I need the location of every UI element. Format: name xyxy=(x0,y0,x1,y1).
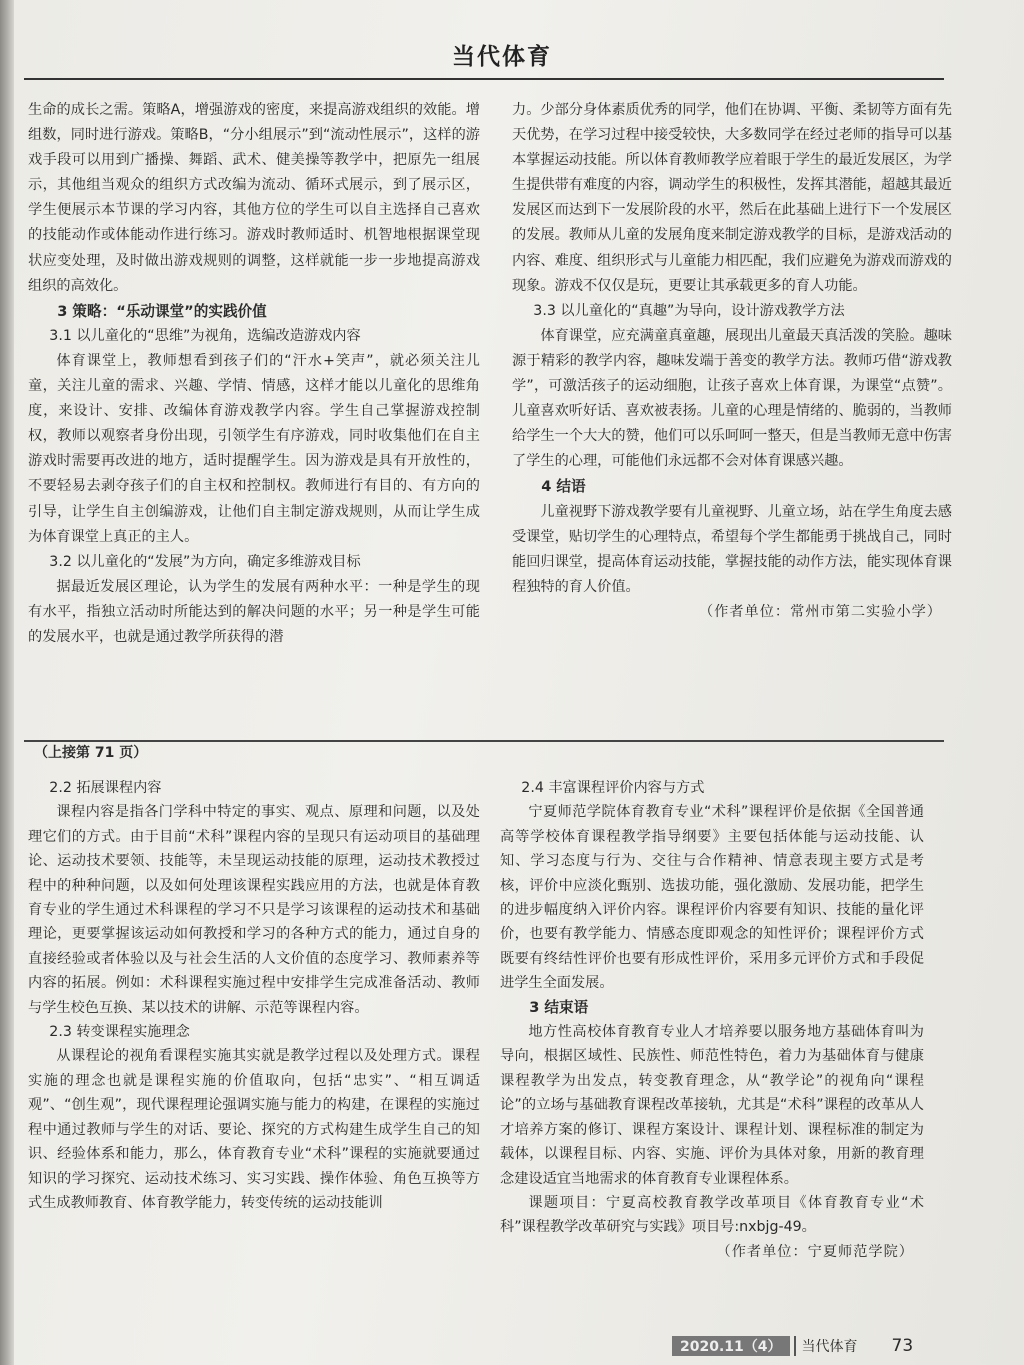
subsection-heading: 3.1 以儿童化的“思维”为视角，选编改造游戏内容 xyxy=(49,327,361,344)
bottom-left-column xyxy=(28,776,480,1215)
bottom-right-column xyxy=(500,776,924,1264)
paragraph: 地方性高校体育教育专业人才培养要以服务地方基础体育叫为导向，根据区域性、民族性、师范性特色，着力为基础体育与健康课程教学为出发点，转变教育理念，从“教学论”的视角向“课程论”的立场与基础教育课程改革接轨，尤其是“术科”课程的改革从人才培养方案的修订、课程方案设计、课程计划、课程标准的制定为载体，以课程目标、内容、实施、评价为具体对象，用新的教育理念建设适宜当地需求的体育教育专业课程体系。 xyxy=(500,1024,924,1187)
project-note: 课题项目：宁夏高校教育教学改革项目《体育教育专业“术科”课程教学改革研究与实践》项目号:nxbjg-49。 xyxy=(500,1194,924,1236)
paragraph: 据最近发展区理论，认为学生的发展有两种水平：一种是学生的现有水平，指独立活动时所能达到的解决问题的水平；另一种是学生可能的发展水平，也就是通过教学所获得的潜 xyxy=(28,578,480,645)
section-divider xyxy=(24,740,944,742)
author-affiliation: （作者单位：宁夏师范学院） xyxy=(716,1243,914,1260)
paragraph: 从课程论的视角看课程实施其实就是教学过程以及处理方式。课程实施的理念也就是课程实施的价值取向，包括“忠实”、“相互调适观”、“创生观”，现代课程理论强调实施与能力的构建，在课程的实施过程中通过教师与学生的对话、要论、探究的方式构建生成学生自己的知识、经验体系和能力，那么，体育教育专业“术科”课程的实施就要通过知识的学习探究、运动技术练习、实习实践、操作体验、角色互换等方式生成教师教育、体育教学能力，转变传统的运动技能训 xyxy=(28,1048,480,1211)
paragraph: 生命的成长之需。策略A，增强游戏的密度，来提高游戏组织的效能。增组数，同时进行游戏。策略B，“分小组展示”到“流动性展示”，这样的游戏手段可以用到广播操、舞蹈、武术、健美操等教学中，把原先一组展示，其他组当观众的组织方式改编为流动、循环式展示，到了展示区，学生便展示本节课的学习内容，其他方位的学生可以自主选择自己喜欢的技能动作或体能动作进行练习。游戏时教师适时、机智地根据课堂现状应变处理，及时做出游戏规则的调整，这样就能一步一步地提高游戏组织的高效化。 xyxy=(28,102,480,294)
section-heading: 3 策略：“乐动课堂”的实践价值 xyxy=(57,302,267,320)
paragraph: 力。少部分身体素质优秀的同学，他们在协调、平衡、柔韧等方面有先天优势，在学习过程中接受较快，大多数同学在经过老师的指导可以基本掌握运动技能。所以体育教师教学应着眼于学生的最近发展区，为学生提供带有难度的内容，调动学生的积极性，发挥其潜能，超越其最近发展区而达到下一发展阶段的水平，然后在此基础上进行下一个发展区的发展。教师从儿童的发展角度来制定游戏教学的目标，是游戏活动的内容、难度、组织形式与儿童能力相匹配，我们应避免为游戏而游戏的现象。游戏不仅仅是玩，更要让其承载更多的育人功能。 xyxy=(512,102,952,294)
subsection-heading: 3.3 以儿童化的“真趣”为导向，设计游戏教学方法 xyxy=(533,302,845,319)
page-footer xyxy=(672,1336,913,1360)
paragraph: 课程内容是指各门学科中特定的事实、观点、原理和问题，以及处理它们的方式。由于目前“术科”课程内容的呈现只有运动项目的基础理论、运动技术要领、技能等，未呈现运动技能的原理，运动技术教授过程中的种种问题，以及如何处理该课程实践应用的方法，也就是体育教育专业的学生通过术科课程的学习不只是学习该课程的运动技术和基础理论，更要掌握该运动如何教授和学习的各种方式的能力，通过自身的直接经验或者体验以及与社会生活的人文价值的态度学习、教师素养等内容的拓展。例如：术科课程实施过程中安排学生完成准备活动、教师与学生校色互换、某以技术的讲解、示范等课程内容。 xyxy=(28,804,480,1016)
issue-number: 2020.11（4） xyxy=(672,1336,790,1356)
paragraph: 体育课堂上，教师想看到孩子们的“汗水+笑声”，就必须关注儿童，关注儿童的需求、兴趣、学情、情感，这样才能以儿童化的思维角度，来设计、安排、改编体育游戏教学内容。学生自己掌握游戏控制权，教师以观察者身份出现，引领学生有序游戏，同时收集他们在自主游戏时需要再改进的地方，适时提醒学生。因为游戏是具有开放性的，不要轻易去剥夺孩子们的自主权和控制权。教师进行有目的、有方向的引导，让学生自主创编游戏，让他们自主制定游戏规则，从而让学生成为体育课堂上真正的主人。 xyxy=(28,352,480,545)
header-rule xyxy=(24,78,944,80)
subsection-heading: 2.2 拓展课程内容 xyxy=(49,780,162,796)
subsection-heading: 2.3 转变课程实施理念 xyxy=(49,1024,190,1041)
paragraph: 体育课堂，应充满童真童趣，展现出儿童最天真活泼的笑脸。趣味源于精彩的教学内容，趣味发端于善变的教学方法。教师巧借“游戏教学”，可激活孩子的运动细胞，让孩子喜欢上体育课，为课堂“点赞”。儿童喜欢听好话、喜欢被表扬。儿童的心理是情绪的、脆弱的，当教师给学生一个大大的赞，他们可以乐呵呵一整天，但是当教师无意中伤害了学生的心理，可能他们永远都不会对体育课感兴趣。 xyxy=(512,327,952,470)
journal-page xyxy=(14,0,1024,1365)
page-header xyxy=(14,28,1024,68)
footer-journal-name: 当代体育 xyxy=(794,1336,864,1356)
continued-from-label: （上接第 71 页） xyxy=(34,745,148,761)
top-right-column xyxy=(512,98,952,625)
paragraph: 宁夏师范学院体育教育专业“术科”课程评价是依据《全国普通高等学校体育课程教学指导纲要》主要包括体能与运动技能、认知、学习态度与行为、交往与合作精神、情意表现主要方式是考核，评价中应淡化甄别、选拔功能，强化激励、发展功能，把学生的进步幅度纳入评价内容。课程评价内容要有知识、技能的量化评价，也要有教学能力、情感态度即观念的知性评价；课程评价方式既要有终结性评价也要有形成性评价，采用多元评价方式和手段促进学生全面发展。 xyxy=(500,804,924,992)
top-left-column xyxy=(28,98,480,650)
section-heading: 3 结束语 xyxy=(529,998,589,1016)
section-heading: 4 结语 xyxy=(541,478,586,496)
subsection-heading: 3.2 以儿童化的“发展”为方向，确定多维游戏目标 xyxy=(49,553,361,570)
paragraph: 儿童视野下游戏教学要有儿童视野、儿童立场，站在学生角度去感受课堂，贴切学生的心理特点，希望每个学生都能勇于挑战自己，同时能回归课堂，提高体育运动技能，掌握技能的动作方法，能实现体育课程独特的育人价值。 xyxy=(512,503,952,595)
book-spine-shadow xyxy=(0,0,14,1365)
page-number: 73 xyxy=(891,1336,914,1356)
journal-title: 当代体育 xyxy=(452,44,552,70)
author-affiliation: （作者单位：常州市第二实验小学） xyxy=(698,603,942,620)
subsection-heading: 2.4 丰富课程评价内容与方式 xyxy=(521,780,705,796)
